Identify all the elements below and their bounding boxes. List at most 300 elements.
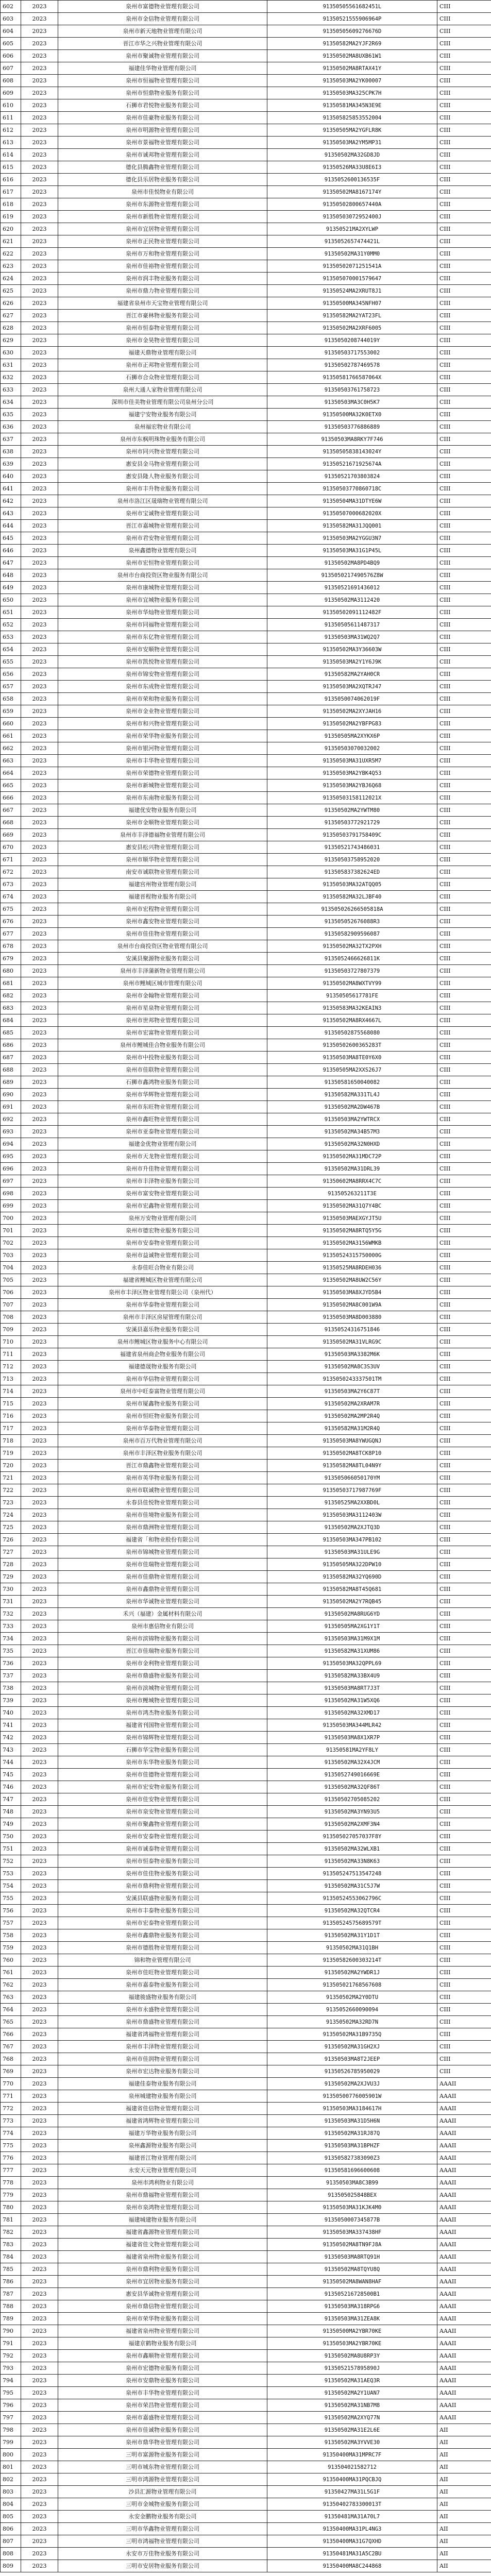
row-credit-code: 9135052157895890J	[267, 2362, 437, 2375]
table-row	[1, 1596, 491, 1608]
row-year: 2023	[21, 1076, 58, 1089]
row-grade: CIII	[437, 433, 491, 446]
row-grade: CIII	[437, 705, 491, 718]
row-year: 2023	[21, 1670, 58, 1682]
row-credit-code: 91350503776886889	[267, 421, 437, 433]
row-year: 2023	[21, 38, 58, 50]
row-grade: AAAII	[437, 2090, 491, 2103]
row-credit-code: 91350503MA8XJYD5B4	[267, 1286, 437, 1299]
row-year: 2023	[21, 2065, 58, 2078]
row-credit-code: 91350582MA8TL04N9Y	[267, 1460, 437, 1472]
row-company-name: 泉州市丰泰物业服务有限公司	[58, 1905, 267, 1917]
table-row	[1, 1410, 491, 1422]
row-company-name: 泉州市德胜物业管理有限公司	[58, 1942, 267, 1954]
row-company-name: 泉州市宏程物业管理有限公司	[58, 903, 267, 916]
table-row	[1, 2473, 491, 2486]
table-row	[1, 2461, 491, 2473]
row-company-name: 惠安县隆人物业服务有限公司	[58, 470, 267, 483]
table-row	[1, 2300, 491, 2313]
table-row	[1, 50, 491, 62]
row-year: 2023	[21, 1806, 58, 1818]
row-seq: 676	[1, 916, 21, 928]
row-company-name: 福建城建物业服务有限公司	[58, 2214, 267, 2226]
row-year: 2023	[21, 112, 58, 124]
row-year: 2023	[21, 1101, 58, 1113]
row-company-name: 泉州市鼎华物业管理有限公司	[58, 2436, 267, 2449]
table-row	[1, 2511, 491, 2523]
row-year: 2023	[21, 2362, 58, 2375]
row-company-name: 泉州市锦安物业管理有限公司	[58, 668, 267, 681]
row-seq: 697	[1, 1175, 21, 1188]
row-company-name: 晋江市嘉城物业管理有限公司	[58, 520, 267, 532]
row-seq: 773	[1, 2115, 21, 2127]
row-grade: CIII	[437, 87, 491, 99]
table-row	[1, 1422, 491, 1435]
row-year: 2023	[21, 829, 58, 841]
row-grade: CIII	[437, 557, 491, 569]
row-company-name: 福建宁安物业服务有限公司	[58, 409, 267, 421]
row-company-name: 三明市安居物业服务有限公司	[58, 2560, 267, 2572]
row-seq: 730	[1, 1583, 21, 1596]
row-year: 2023	[21, 1274, 58, 1286]
row-seq: 649	[1, 582, 21, 594]
row-credit-code: 91350502MA31GH2XJ	[267, 2041, 437, 2053]
row-credit-code: 91350502MA8WAN8HAF	[267, 2276, 437, 2288]
row-company-name: 泉州市佳联物业管理有限公司	[58, 1064, 267, 1076]
row-seq: 744	[1, 1756, 21, 1769]
row-company-name: 南安市诚联物业管理有限公司	[58, 866, 267, 878]
row-year: 2023	[21, 1373, 58, 1385]
row-seq: 634	[1, 396, 21, 409]
row-credit-code: 91350502705085202	[267, 1793, 437, 1806]
table-row	[1, 1039, 491, 1052]
table-row	[1, 495, 491, 507]
row-year: 2023	[21, 1534, 58, 1546]
row-company-name: 泉州市宏鑫物业管理有限公司	[58, 1200, 267, 1212]
row-seq: 686	[1, 1039, 21, 1052]
row-year: 2023	[21, 1620, 58, 1633]
table-row	[1, 2449, 491, 2461]
row-credit-code: 91350500MA2YBR70KE	[267, 2325, 437, 2337]
row-grade: CIII	[437, 1113, 491, 1126]
row-company-name: 禾兴（福建）金属材料有限公司	[58, 1608, 267, 1620]
row-company-name: 泉州市宏泰物业管理有限公司	[58, 1917, 267, 1929]
row-credit-code: 91350503MA31D5H6N	[267, 2115, 437, 2127]
table-row	[1, 2053, 491, 2065]
row-company-name: 福建佳华物业管理有限公司	[58, 62, 267, 75]
row-grade: AAAII	[437, 2189, 491, 2201]
row-year: 2023	[21, 2523, 58, 2535]
row-seq: 616	[1, 174, 21, 186]
row-company-name: 福建京鹤物业服务有限公司	[58, 2337, 267, 2350]
row-year: 2023	[21, 433, 58, 446]
row-seq: 802	[1, 2473, 21, 2486]
row-grade: CIII	[437, 693, 491, 705]
row-grade: AAAII	[437, 2214, 491, 2226]
row-grade: AAAII	[437, 2201, 491, 2214]
row-grade: CIII	[437, 1521, 491, 1534]
row-grade: AAAII	[437, 2177, 491, 2189]
row-grade: CIII	[437, 1225, 491, 1237]
row-company-name: 福建金优物业管理有限公司	[58, 1138, 267, 1150]
table-row	[1, 1670, 491, 1682]
row-grade: CIII	[437, 1732, 491, 1744]
row-credit-code: 91350583MA32KEAIN3	[267, 1002, 437, 1014]
row-year: 2023	[21, 1336, 58, 1348]
row-seq: 614	[1, 149, 21, 161]
row-year: 2023	[21, 2263, 58, 2276]
row-seq: 805	[1, 2511, 21, 2523]
table-row	[1, 38, 491, 50]
row-company-name: 福建佳泰物业服务有限公司	[58, 2078, 267, 2090]
row-seq: 611	[1, 112, 21, 124]
row-year: 2023	[21, 409, 58, 421]
row-company-name: 泉州市佳悦物业有限公司	[58, 186, 267, 198]
row-year: 2023	[21, 2276, 58, 2288]
row-credit-code: 91350507000682020X	[267, 507, 437, 520]
row-grade: CIII	[437, 1398, 491, 1410]
row-year: 2023	[21, 1596, 58, 1608]
row-credit-code: 91350502MA2XYQ77N	[267, 2412, 437, 2424]
row-company-name: 泉州市天龙物业管理有限公司	[58, 1150, 267, 1163]
table-row	[1, 953, 491, 965]
row-company-name: 泉州市恒鼎物业服务有限公司	[58, 87, 267, 99]
row-seq: 795	[1, 2387, 21, 2399]
row-grade: AII	[437, 2424, 491, 2436]
row-credit-code: 91350502MA31W5XQ6	[267, 1694, 437, 1707]
row-year: 2023	[21, 1472, 58, 1484]
row-seq: 673	[1, 878, 21, 891]
row-credit-code: 91350502MA8TN9FJ8A	[267, 2239, 437, 2251]
row-credit-code: 91350503761758723	[267, 384, 437, 396]
row-seq: 728	[1, 1558, 21, 1571]
row-company-name: 泉州市丰泽区物业管理有限公司（泉州代）	[58, 1286, 267, 1299]
row-credit-code: 91350503MA8C3B99	[267, 2177, 437, 2189]
table-row	[1, 1546, 491, 1558]
row-credit-code: 91350582MA8T45Q681	[267, 1583, 437, 1596]
row-company-name: 福建万华物业服务有限公司	[58, 2127, 267, 2140]
row-year: 2023	[21, 2375, 58, 2387]
row-grade: CIII	[437, 260, 491, 273]
row-seq: 754	[1, 1880, 21, 1892]
row-seq: 785	[1, 2263, 21, 2276]
row-year: 2023	[21, 742, 58, 755]
row-credit-code: 91350503MA8RTQ91H	[267, 2251, 437, 2263]
row-credit-code: 91350502MA32GD8JD	[267, 149, 437, 161]
row-year: 2023	[21, 359, 58, 371]
row-credit-code: 91350503MA31BPHZF	[267, 2140, 437, 2152]
table-row	[1, 2313, 491, 2325]
row-seq: 751	[1, 1843, 21, 1855]
row-credit-code: 91350503717553002	[267, 347, 437, 359]
row-seq: 688	[1, 1064, 21, 1076]
row-seq: 681	[1, 977, 21, 990]
row-company-name: 泉州市聚鑫物业管理有限公司	[58, 1818, 267, 1831]
row-year: 2023	[21, 1385, 58, 1398]
row-company-name: 泉州市宜居物业服务有限公司	[58, 2276, 267, 2288]
row-grade: CIII	[437, 742, 491, 755]
row-year: 2023	[21, 1262, 58, 1274]
table-row	[1, 2548, 491, 2560]
row-credit-code: 91350502MA2XJTQ3D	[267, 1521, 437, 1534]
table-row	[1, 767, 491, 779]
row-credit-code: 913505837382624ED	[267, 866, 437, 878]
row-credit-code: 91350502MA8U8RP3Y	[267, 2350, 437, 2362]
table-row	[1, 2239, 491, 2251]
row-grade: CIII	[437, 681, 491, 693]
row-company-name: 泉州市泉安物业管理有限公司	[58, 1806, 267, 1818]
row-grade: CIII	[437, 384, 491, 396]
row-credit-code: 91350502MA31DRL39	[267, 1163, 437, 1175]
row-company-name: 泉州市宏安物业服务有限公司	[58, 1781, 267, 1793]
row-credit-code: 91350505838143024Y	[267, 446, 437, 458]
row-year: 2023	[21, 606, 58, 619]
row-seq: 734	[1, 1633, 21, 1645]
row-credit-code: 91350582MA32YQ690D	[267, 1571, 437, 1583]
row-company-name: 泉州市金顺物业管理有限公司	[58, 817, 267, 829]
row-seq: 699	[1, 1200, 21, 1212]
row-year: 2023	[21, 2548, 58, 2560]
row-grade: CIII	[437, 421, 491, 433]
row-year: 2023	[21, 2449, 58, 2461]
row-year: 2023	[21, 421, 58, 433]
table-row	[1, 1892, 491, 1905]
row-company-name: 福建省「和物业股份有限公司	[58, 1534, 267, 1546]
table-row	[1, 928, 491, 940]
row-year: 2023	[21, 1460, 58, 1472]
row-seq: 639	[1, 458, 21, 470]
row-seq: 720	[1, 1460, 21, 1472]
row-company-name: 泉州市星泉物业管理有限公司	[58, 1002, 267, 1014]
table-row	[1, 2288, 491, 2300]
row-year: 2023	[21, 1126, 58, 1138]
row-seq: 617	[1, 186, 21, 198]
row-company-name: 福建晋江物业管理有限公司	[58, 2152, 267, 2164]
row-year: 2023	[21, 1682, 58, 1694]
row-company-name: 泉州市鼎盛物业管理有限公司	[58, 2016, 267, 2028]
row-company-name: 福建优安物业服务有限公司	[58, 804, 267, 817]
row-year: 2023	[21, 1188, 58, 1200]
table-row	[1, 433, 491, 446]
row-company-name: 泉州市世邦物业管理有限公司	[58, 1014, 267, 1027]
row-company-name: 石狮市君悦物业服务有限公司	[58, 99, 267, 112]
row-year: 2023	[21, 2053, 58, 2065]
row-credit-code: 91350503MA31ZEA8K	[267, 2313, 437, 2325]
table-row	[1, 62, 491, 75]
row-credit-code: 91350505561682451L	[267, 1, 437, 13]
row-credit-code: 91350581766587064X	[267, 371, 437, 384]
table-row	[1, 1212, 491, 1225]
row-year: 2023	[21, 2412, 58, 2424]
row-year: 2023	[21, 161, 58, 174]
row-company-name: 泉州市嘉泰物业服务有限公司	[58, 1979, 267, 1991]
row-credit-code: 91350503MA344MLR42	[267, 1719, 437, 1732]
row-grade: CIII	[437, 829, 491, 841]
row-credit-code: 91350400MA31PQCBJQ	[267, 2473, 437, 2486]
row-company-name: 安溪县聚源物业服务有限公司	[58, 953, 267, 965]
row-credit-code: 91350502MA31MDC72P	[267, 1150, 437, 1163]
row-seq: 800	[1, 2449, 21, 2461]
row-seq: 774	[1, 2127, 21, 2140]
row-company-name: 德化县乐居物业服务有限公司	[58, 174, 267, 186]
row-grade: CIII	[437, 2053, 491, 2065]
table-row	[1, 285, 491, 297]
table-row	[1, 1052, 491, 1064]
row-credit-code: 913505825853552004	[267, 112, 437, 124]
row-credit-code: 91350481MA31A70L7	[267, 2511, 437, 2523]
row-year: 2023	[21, 1200, 58, 1212]
row-year: 2023	[21, 854, 58, 866]
row-credit-code: 91350502MA2Y7RQB45	[267, 1596, 437, 1608]
row-year: 2023	[21, 2140, 58, 2152]
table-row	[1, 643, 491, 656]
row-credit-code: 9135050208744019Y	[267, 334, 437, 347]
table-row	[1, 1126, 491, 1138]
row-seq: 700	[1, 1212, 21, 1225]
row-grade: CIII	[437, 1410, 491, 1422]
row-year: 2023	[21, 458, 58, 470]
row-grade: AAAII	[437, 2164, 491, 2177]
row-year: 2023	[21, 1212, 58, 1225]
table-row	[1, 1868, 491, 1880]
row-company-name: 泉州市锦辉物业管理有限公司	[58, 1732, 267, 1744]
row-credit-code: 91350427MA31L5G1F	[267, 2486, 437, 2498]
row-grade: CIII	[437, 631, 491, 643]
row-year: 2023	[21, 2214, 58, 2226]
row-company-name: 泉州市鼎信物业管理有限公司	[58, 2300, 267, 2313]
row-year: 2023	[21, 2078, 58, 2090]
row-seq: 715	[1, 1398, 21, 1410]
row-grade: CIII	[437, 1460, 491, 1472]
row-seq: 779	[1, 2189, 21, 2201]
row-credit-code: 91350503MA2YGGU3N7	[267, 532, 437, 545]
table-body	[1, 1, 491, 2572]
row-seq: 612	[1, 124, 21, 137]
row-credit-code: 91350502MA3Y36603W	[267, 643, 437, 656]
row-year: 2023	[21, 1089, 58, 1101]
row-year: 2023	[21, 25, 58, 38]
row-company-name: 泉州市万和物业管理有限公司	[58, 248, 267, 260]
row-credit-code: 913505263211T3E	[267, 1188, 437, 1200]
table-row	[1, 1781, 491, 1793]
row-company-name: 泉州市鼎福物业管理有限公司	[58, 2189, 267, 2201]
row-company-name: 泉州市东华物业服务有限公司	[58, 1756, 267, 1769]
row-credit-code: 91350502MA3YVVE30	[267, 2436, 437, 2449]
row-year: 2023	[21, 1435, 58, 1447]
row-company-name: 泉州市鼎洲物业管理有限公司	[58, 1521, 267, 1534]
table-row	[1, 1682, 491, 1694]
row-company-name: 泉州城建物业服务有限公司	[58, 2090, 267, 2103]
row-seq: 703	[1, 1249, 21, 1262]
row-credit-code: 91350502MA32XMD17	[267, 1707, 437, 1719]
row-credit-code: 91350524MA2XRUT8J1	[267, 285, 437, 297]
table-row	[1, 730, 491, 742]
row-credit-code: 91350502600365283T	[267, 1039, 437, 1052]
row-grade: CIII	[437, 1027, 491, 1039]
table-row	[1, 2140, 491, 2152]
table-row	[1, 1855, 491, 1868]
row-grade: CIII	[437, 1, 491, 13]
table-row	[1, 2276, 491, 2288]
row-year: 2023	[21, 2164, 58, 2177]
row-year: 2023	[21, 1818, 58, 1831]
row-credit-code: 9135052749016669E	[267, 1769, 437, 1781]
row-year: 2023	[21, 124, 58, 137]
table-row	[1, 940, 491, 953]
row-grade: CIII	[437, 1497, 491, 1509]
row-year: 2023	[21, 211, 58, 223]
row-seq: 783	[1, 2239, 21, 2251]
row-company-name: 泉州市中旺泰富物业管理有限公司	[58, 1385, 267, 1398]
row-credit-code: 91350503MA8D003880	[267, 1311, 437, 1324]
row-year: 2023	[21, 75, 58, 87]
row-year: 2023	[21, 1163, 58, 1175]
row-company-name: 泉州市新天地物业管理有限公司	[58, 25, 267, 38]
row-company-name: 泉州市凯悦物业管理有限公司	[58, 656, 267, 668]
table-row	[1, 334, 491, 347]
row-seq: 776	[1, 2152, 21, 2164]
row-year: 2023	[21, 965, 58, 977]
table-row	[1, 211, 491, 223]
table-row	[1, 631, 491, 643]
row-seq: 799	[1, 2436, 21, 2449]
row-company-name: 泉州市佳境物业服务有限公司	[58, 1509, 267, 1521]
row-credit-code: 91350503MA2Y6C87T	[267, 1385, 437, 1398]
row-seq: 670	[1, 841, 21, 854]
row-seq: 620	[1, 223, 21, 235]
row-year: 2023	[21, 2399, 58, 2412]
row-credit-code: 91350502MA8C3S3UV	[267, 1361, 437, 1373]
row-credit-code: 91350503MA31UXR5M7	[267, 755, 437, 767]
row-seq: 750	[1, 1831, 21, 1843]
row-credit-code: 91350502MA34B57M3	[267, 1126, 437, 1138]
row-year: 2023	[21, 1497, 58, 1509]
row-grade: CIII	[437, 507, 491, 520]
row-year: 2023	[21, 235, 58, 248]
row-company-name: 泉州市佳安物业管理有限公司	[58, 1793, 267, 1806]
row-seq: 696	[1, 1163, 21, 1175]
row-seq: 685	[1, 1027, 21, 1039]
row-grade: CIII	[437, 149, 491, 161]
row-credit-code: 91350502MA32RD7N	[267, 2016, 437, 2028]
row-year: 2023	[21, 1175, 58, 1188]
row-company-name: 泉州市正民物业管理有限公司	[58, 235, 267, 248]
row-credit-code: 91350502MA31Q1BH	[267, 1942, 437, 1954]
table-row	[1, 396, 491, 409]
row-grade: AAAII	[437, 2127, 491, 2140]
table-row	[1, 2065, 491, 2078]
row-grade: CIII	[437, 1150, 491, 1163]
row-seq: 778	[1, 2177, 21, 2189]
row-company-name: 泉州市鸿杰物业服务有限公司	[58, 1707, 267, 1719]
row-seq: 678	[1, 940, 21, 953]
row-seq: 702	[1, 1237, 21, 1249]
table-row	[1, 137, 491, 149]
table-row	[1, 2375, 491, 2387]
row-year: 2023	[21, 2325, 58, 2337]
row-company-name: 三明市金城物业服务有限公司	[58, 2498, 267, 2511]
table-row	[1, 1905, 491, 1917]
row-credit-code: 913504021582712	[267, 2461, 437, 2473]
row-credit-code: 91350503727807379	[267, 965, 437, 977]
row-seq: 608	[1, 75, 21, 87]
row-credit-code: 91350502MA31RJ87Q	[267, 2127, 437, 2140]
row-grade: CIII	[437, 75, 491, 87]
row-company-name: 永春佳旺合物业有限公司	[58, 1262, 267, 1274]
row-year: 2023	[21, 2201, 58, 2214]
row-grade: CIII	[437, 446, 491, 458]
row-seq: 613	[1, 137, 21, 149]
